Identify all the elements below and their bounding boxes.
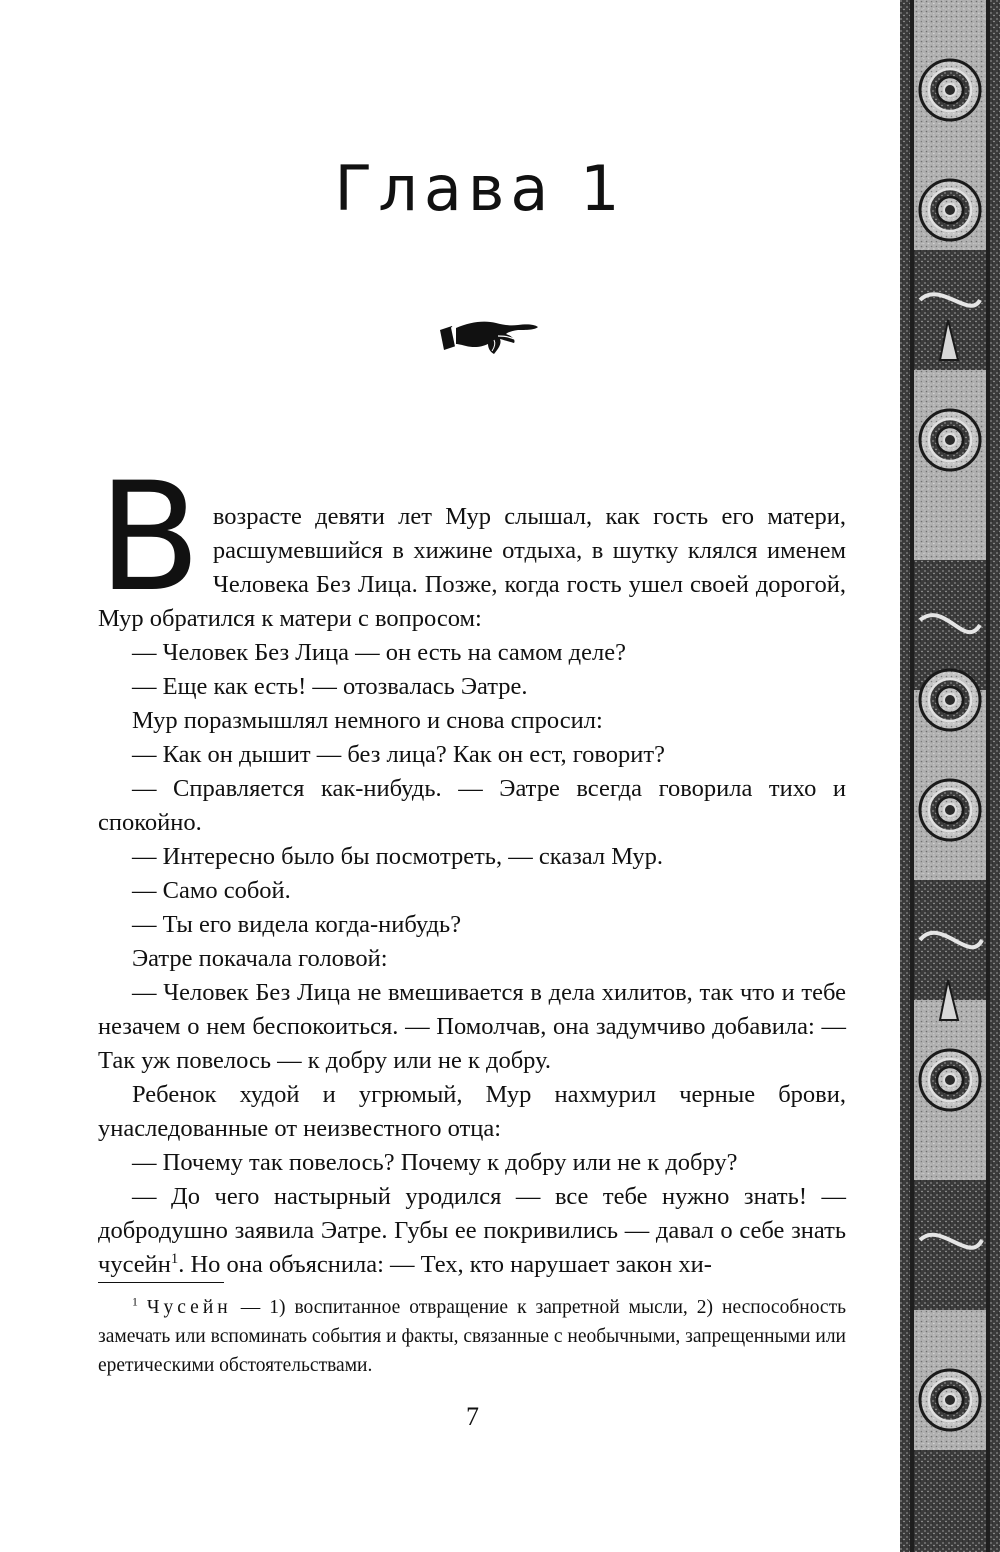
paragraph: — Почему так повелось? Почему к добру или не к добру? bbox=[132, 1149, 738, 1176]
paragraph: — Человек Без Лица — он есть на самом деле? bbox=[132, 639, 626, 666]
chapter-text bbox=[98, 451, 846, 1282]
paragraph: — Еще как есть! — отозвалась Эатре. bbox=[132, 673, 528, 700]
paragraph bbox=[98, 451, 846, 636]
footnote-reference: 1 bbox=[170, 1250, 179, 1267]
paragraph bbox=[98, 1180, 846, 1282]
paragraph-text: возрасте девяти лет Мур слышал, как гость его матери, расшумевшийся в хижине отдыха, в шутку клялся именем Человека Без Лица. Позже, когда гость ушел своей дорогой, Мур обратился к матери с вопросом: bbox=[98, 503, 846, 632]
footnote-mark: 1 bbox=[132, 1295, 138, 1309]
paragraph-text: . Но она объяснила: — Тех, кто нарушает закон хи- bbox=[178, 1251, 712, 1278]
footnote-text: — 1) воспитанное отвращение к запретной мысли, 2) неспособность замечать или вспоминать события и факты, связанные с необычными, запрещенными или еретическими обстоятельствами. bbox=[98, 1297, 847, 1376]
footnote bbox=[98, 1293, 846, 1380]
paragraph: — Интересно было бы посмотреть, — сказал Мур. bbox=[132, 843, 664, 870]
footnote-term: Чусейн bbox=[146, 1297, 232, 1318]
paragraph-text: — До чего настырный уродился — все тебе нужно знать! — добродушно заявила Эатре. Губы ее покривились — давал о себе знать чусейн bbox=[98, 1183, 846, 1278]
paragraph: Ребенок худой и угрюмый, Мур нахмурил черные брови, унаследованные от неизвестного отца: bbox=[98, 1081, 846, 1142]
paragraph: Мур поразмышлял немного и снова спросил: bbox=[132, 707, 603, 734]
page-number: 7 bbox=[466, 1402, 479, 1431]
paragraph: — Ты его видела когда-нибудь? bbox=[132, 911, 462, 938]
paragraph: — Человек Без Лица не вмешивается в дела хилитов, так что и тебе незачем о нем беспокоиться. — Помолчав, она задумчиво добавила: — Так уж повелось — к добру или не к добру. bbox=[98, 979, 846, 1074]
drop-cap: В bbox=[98, 451, 201, 625]
paragraph: — Само собой. bbox=[132, 877, 291, 904]
paragraph: Эатре покачала головой: bbox=[132, 945, 388, 972]
footnote-divider bbox=[98, 1282, 224, 1283]
paragraph: — Как он дышит — без лица? Как он ест, говорит? bbox=[132, 741, 665, 768]
spiral-ornament-border bbox=[900, 0, 1000, 1552]
pointing-hand-icon bbox=[438, 316, 540, 358]
chapter-title: Глава 1 bbox=[334, 152, 626, 225]
paragraph: — Справляется как-нибудь. — Эатре всегда говорила тихо и спокойно. bbox=[98, 775, 846, 836]
